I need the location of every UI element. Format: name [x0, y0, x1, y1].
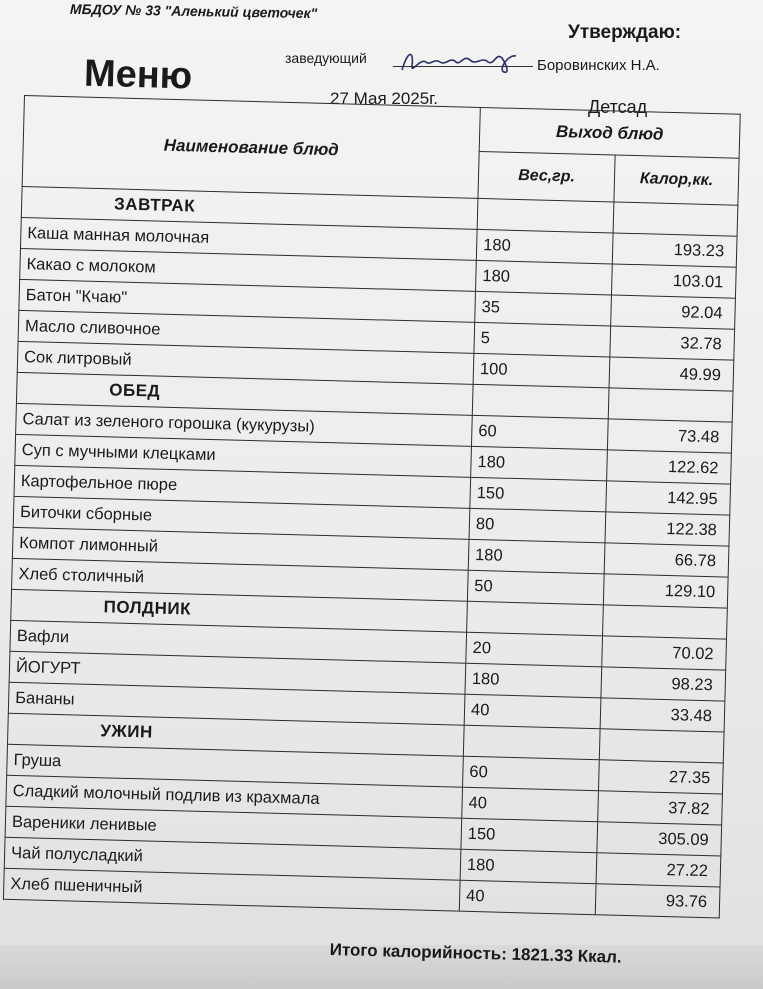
column-header-calories: Калор,кк. — [614, 155, 739, 205]
section-empty-cell — [472, 384, 609, 419]
total-calories: Итого калорийность: 1821.33 Ккал. — [329, 940, 622, 967]
dish-name: Хлеб столичный — [12, 558, 469, 601]
dish-name: Хлеб пшеничный — [3, 868, 460, 911]
dish-calories: 98.23 — [601, 667, 726, 701]
dish-name: Сок литровый — [17, 341, 474, 384]
dish-weight: 150 — [470, 477, 607, 512]
menu-table — [3, 95, 741, 918]
dish-weight: 60 — [463, 756, 600, 791]
dish-weight: 40 — [459, 880, 596, 915]
approval-label: Утверждаю: — [568, 22, 682, 43]
dish-weight: 180 — [460, 849, 597, 884]
dish-weight: 50 — [467, 570, 604, 605]
dish-name: Масло сливочное — [18, 310, 475, 353]
dish-weight: 60 — [471, 415, 608, 450]
page-title: Меню — [83, 52, 193, 98]
dish-name: ЙОГУРТ — [9, 651, 466, 694]
dish-weight: 180 — [476, 260, 613, 295]
menu-table-wrapper — [2, 95, 740, 963]
dish-calories: 129.10 — [603, 574, 728, 608]
dish-calories: 122.38 — [605, 512, 730, 546]
signature-icon — [398, 44, 528, 78]
column-header-name: Наименование блюд — [22, 96, 480, 199]
dish-weight: 40 — [464, 694, 601, 729]
dish-calories: 70.02 — [602, 636, 727, 670]
manager-label: заведующий — [285, 50, 367, 66]
dish-weight: 150 — [461, 818, 598, 853]
dish-name: Картофельное пюре — [14, 465, 471, 508]
dish-weight: 180 — [476, 229, 613, 264]
dish-name: Биточки сборные — [13, 496, 470, 539]
dish-weight: 180 — [465, 663, 602, 698]
dish-name: Какао с молоком — [20, 248, 477, 291]
group-name: Детсад — [588, 97, 648, 117]
section-empty-cell — [613, 202, 738, 236]
dish-calories: 93.76 — [595, 884, 720, 918]
dish-calories: 27.35 — [598, 760, 723, 794]
dish-name: Салат из зеленого горошка (кукурузы) — [16, 403, 473, 446]
section-empty-cell — [599, 729, 724, 763]
dish-weight: 35 — [475, 291, 612, 326]
dish-name: Батон "Кчаю" — [19, 279, 476, 322]
section-empty-cell — [603, 605, 728, 639]
dish-calories: 33.48 — [600, 698, 725, 732]
dish-weight: 180 — [468, 539, 605, 574]
section-empty-cell — [608, 388, 733, 422]
dish-calories: 142.95 — [606, 481, 731, 515]
dish-calories: 66.78 — [604, 543, 729, 577]
dish-name: Вафли — [10, 620, 467, 663]
dish-calories: 193.23 — [612, 233, 737, 267]
dish-weight: 100 — [473, 353, 610, 388]
dish-calories: 37.82 — [598, 791, 723, 825]
section-title: ЗАВТРАК — [21, 186, 478, 229]
manager-name: Боровинских Н.А. — [537, 57, 660, 74]
dish-name: Компот лимонный — [12, 527, 469, 570]
dish-calories: 49.99 — [609, 357, 734, 391]
column-header-output: Выход блюд — [479, 107, 740, 158]
section-empty-cell — [467, 601, 604, 636]
section-empty-cell — [477, 198, 614, 233]
dish-name: Бананы — [8, 682, 465, 725]
dish-calories: 27.22 — [596, 853, 721, 887]
dish-weight: 40 — [462, 787, 599, 822]
organization-name: МБДОУ № 33 "Аленький цветочек" — [69, 0, 318, 22]
section-title: ПОЛДНИК — [11, 589, 468, 632]
menu-date: 27 Мая 2025г. — [330, 89, 439, 108]
dish-calories: 32.78 — [610, 326, 735, 360]
column-header-weight: Вес,гр. — [478, 151, 615, 202]
dish-calories: 305.09 — [597, 822, 722, 856]
section-empty-cell — [463, 725, 600, 760]
dish-weight: 80 — [469, 508, 606, 543]
section-title: ОБЕД — [16, 372, 473, 415]
dish-weight: 180 — [471, 446, 608, 481]
dish-name: Сладкий молочный подлив из крахмала — [6, 775, 463, 818]
dish-name: Груша — [7, 744, 464, 787]
dish-calories: 103.01 — [611, 264, 736, 298]
dish-name: Вареники ленивые — [5, 806, 462, 849]
dish-name: Суп с мучными клецками — [15, 434, 472, 477]
dish-calories: 73.48 — [607, 419, 732, 453]
dish-name: Чай полусладкий — [4, 837, 461, 880]
section-title: УЖИН — [7, 713, 464, 756]
dish-weight: 20 — [466, 632, 603, 667]
dish-calories: 92.04 — [611, 295, 736, 329]
dish-calories: 122.62 — [607, 450, 732, 484]
dish-weight: 5 — [474, 322, 611, 357]
dish-name: Каша манная молочная — [20, 217, 477, 260]
